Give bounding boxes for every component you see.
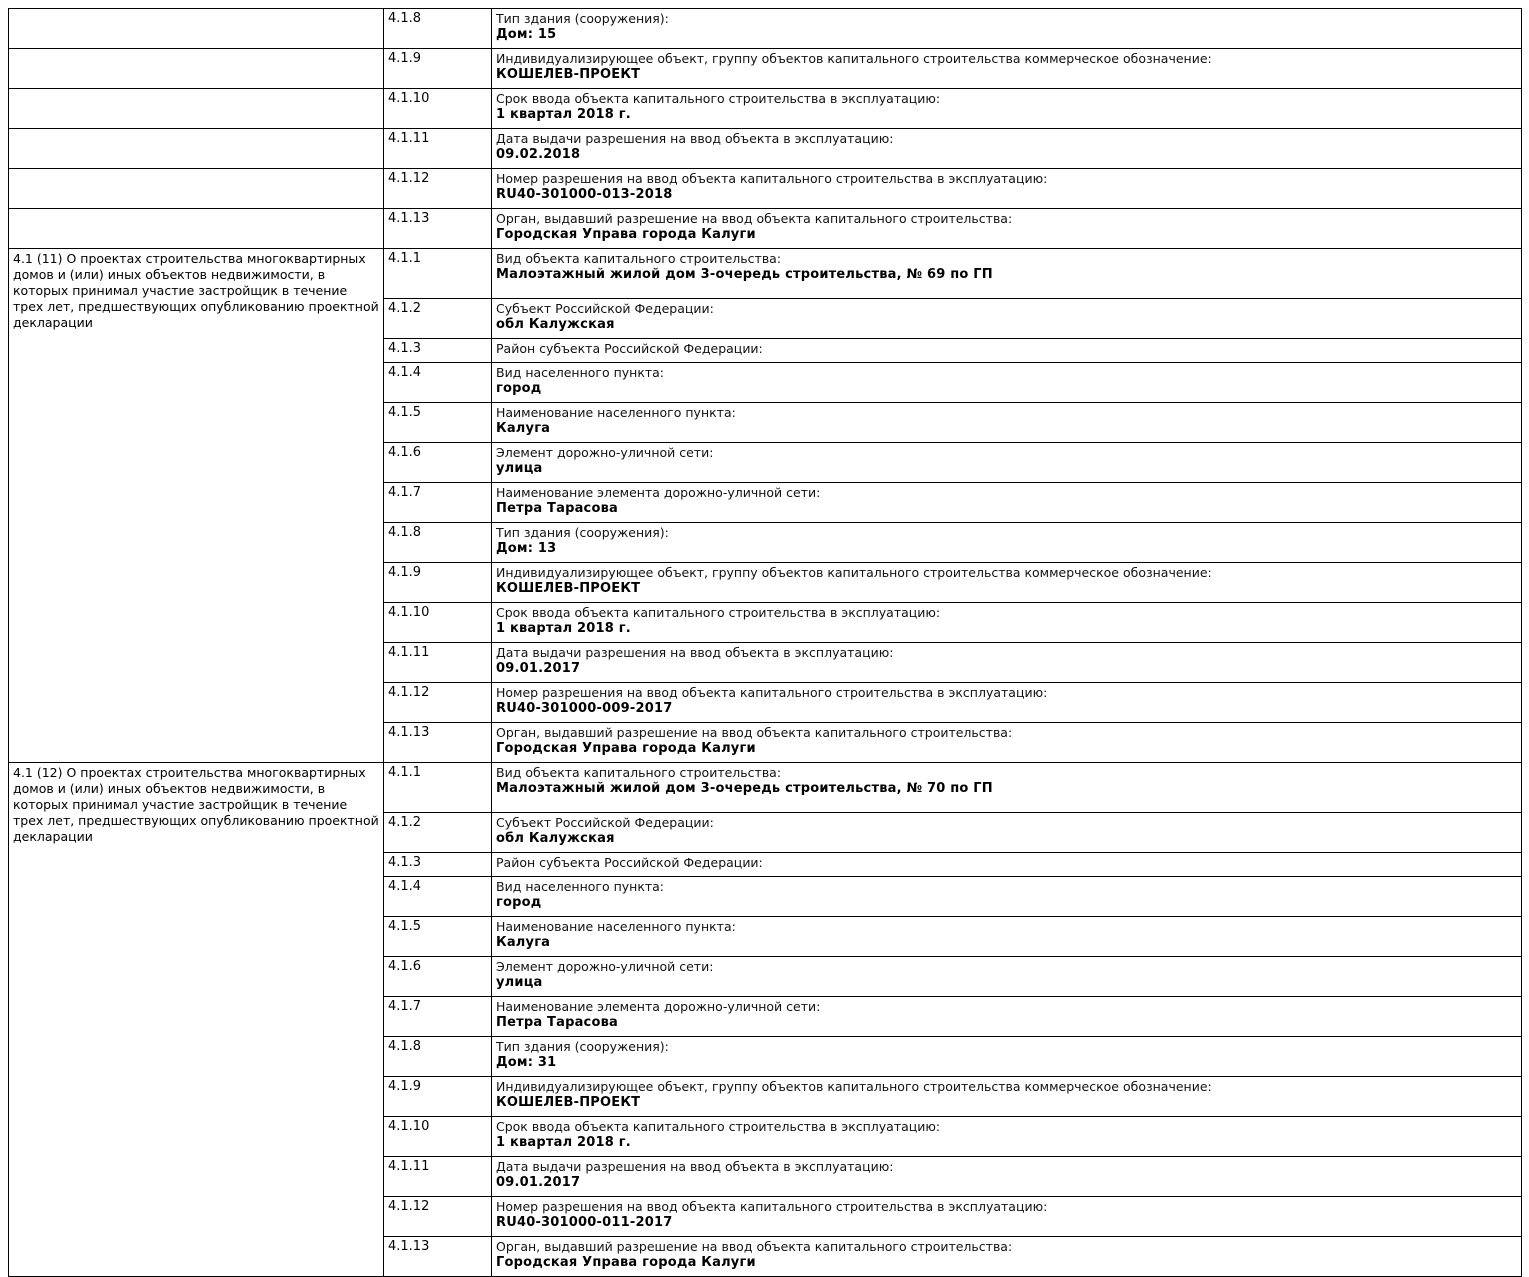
field-label: Наименование элемента дорожно-уличной сети: [496, 999, 821, 1014]
field-label: Район субъекта Российской Федерации: [496, 855, 763, 870]
value-cell [492, 917, 1522, 957]
code-cell: 4.1.9 [384, 49, 492, 89]
field-label: Наименование элемента дорожно-уличной сети: [496, 485, 821, 500]
code-cell: 4.1.10 [384, 89, 492, 129]
field-label: Номер разрешения на ввод объекта капитального строительства в эксплуатацию: [496, 171, 1048, 186]
field-label: Тип здания (сооружения): [496, 11, 669, 26]
section-cell [9, 89, 384, 129]
field-value: 09.01.2017 [496, 1175, 581, 1190]
value-cell [492, 169, 1522, 209]
code-cell: 4.1.3 [384, 339, 492, 363]
code-cell: 4.1.4 [384, 877, 492, 917]
section-cell [9, 49, 384, 89]
value-cell [492, 1157, 1522, 1197]
field-value: RU40-301000-013-2018 [496, 187, 673, 202]
value-cell [492, 813, 1522, 853]
value-cell [492, 443, 1522, 483]
code-cell: 4.1.10 [384, 603, 492, 643]
value-cell [492, 89, 1522, 129]
code-cell: 4.1.10 [384, 1117, 492, 1157]
value-cell [492, 603, 1522, 643]
value-cell [492, 1117, 1522, 1157]
value-cell [492, 683, 1522, 723]
value-cell [492, 339, 1522, 363]
field-label: Тип здания (сооружения): [496, 525, 669, 540]
field-value: 1 квартал 2018 г. [496, 1135, 631, 1150]
field-value: КОШЕЛЕВ-ПРОЕКТ [496, 581, 641, 596]
value-cell [492, 1037, 1522, 1077]
code-cell: 4.1.9 [384, 1077, 492, 1117]
table-row [9, 249, 1522, 299]
value-cell [492, 403, 1522, 443]
field-value: 09.01.2017 [496, 661, 581, 676]
field-value: город [496, 381, 542, 396]
field-value: Городская Управа города Калуги [496, 227, 756, 242]
field-label: Дата выдачи разрешения на ввод объекта в эксплуатацию: [496, 1159, 894, 1174]
field-label: Орган, выдавший разрешение на ввод объекта капитального строительства: [496, 1239, 1013, 1254]
field-value: Дом: 13 [496, 541, 557, 556]
field-label: Дата выдачи разрешения на ввод объекта в эксплуатацию: [496, 131, 894, 146]
value-cell [492, 723, 1522, 763]
field-label: Элемент дорожно-уличной сети: [496, 445, 714, 460]
field-label: Наименование населенного пункта: [496, 919, 736, 934]
field-value: Малоэтажный жилой дом 3-очередь строительства, № 70 по ГП [496, 781, 993, 796]
code-cell: 4.1.12 [384, 1197, 492, 1237]
field-label: Субъект Российской Федерации: [496, 815, 714, 830]
code-cell: 4.1.8 [384, 1037, 492, 1077]
section-cell [9, 129, 384, 169]
code-cell: 4.1.8 [384, 9, 492, 49]
field-value: город [496, 895, 542, 910]
section-cell [9, 169, 384, 209]
value-cell [492, 129, 1522, 169]
value-cell [492, 1077, 1522, 1117]
section-cell [9, 209, 384, 249]
value-cell [492, 877, 1522, 917]
field-label: Номер разрешения на ввод объекта капитального строительства в эксплуатацию: [496, 1199, 1048, 1214]
code-cell: 4.1.11 [384, 1157, 492, 1197]
field-label: Срок ввода объекта капитального строительства в эксплуатацию: [496, 91, 941, 106]
code-cell: 4.1.8 [384, 523, 492, 563]
field-label: Район субъекта Российской Федерации: [496, 341, 763, 356]
field-value: Дом: 15 [496, 27, 557, 42]
field-label: Элемент дорожно-уличной сети: [496, 959, 714, 974]
field-label: Вид населенного пункта: [496, 879, 665, 894]
code-cell: 4.1.9 [384, 563, 492, 603]
declaration-table [8, 8, 1522, 1277]
field-value: Петра Тарасова [496, 501, 618, 516]
section-title-4-1-12: 4.1 (12) О проектах строительства многоквартирных домов и (или) иных объектов недвижимости, в которых принимал участие застройщик в течение трех лет, предшествующих опубликованию проектной декларации [9, 763, 384, 1277]
code-cell: 4.1.7 [384, 483, 492, 523]
field-value: Петра Тарасова [496, 1015, 618, 1030]
table-row [9, 89, 1522, 129]
field-value: Калуга [496, 935, 551, 950]
value-cell [492, 209, 1522, 249]
code-cell: 4.1.5 [384, 403, 492, 443]
value-cell [492, 9, 1522, 49]
field-value: Малоэтажный жилой дом 3-очередь строительства, № 69 по ГП [496, 267, 993, 282]
field-value: обл Калужская [496, 831, 615, 846]
code-cell: 4.1.1 [384, 249, 492, 299]
table-row [9, 49, 1522, 89]
value-cell [492, 643, 1522, 683]
value-cell [492, 363, 1522, 403]
field-label: Тип здания (сооружения): [496, 1039, 669, 1054]
code-cell: 4.1.5 [384, 917, 492, 957]
value-cell [492, 523, 1522, 563]
code-cell: 4.1.6 [384, 957, 492, 997]
value-cell [492, 853, 1522, 877]
code-cell: 4.1.2 [384, 299, 492, 339]
field-value: Городская Управа города Калуги [496, 741, 756, 756]
value-cell [492, 249, 1522, 299]
field-label: Индивидуализирующее объект, группу объектов капитального строительства коммерческое обозначение: [496, 51, 1212, 66]
section-cell [9, 9, 384, 49]
field-value: обл Калужская [496, 317, 615, 332]
value-cell [492, 563, 1522, 603]
value-cell [492, 957, 1522, 997]
field-value: КОШЕЛЕВ-ПРОЕКТ [496, 1095, 641, 1110]
field-label: Вид населенного пункта: [496, 365, 665, 380]
field-label: Наименование населенного пункта: [496, 405, 736, 420]
code-cell: 4.1.1 [384, 763, 492, 813]
code-cell: 4.1.13 [384, 1237, 492, 1277]
field-label: Индивидуализирующее объект, группу объектов капитального строительства коммерческое обозначение: [496, 565, 1212, 580]
field-label: Номер разрешения на ввод объекта капитального строительства в эксплуатацию: [496, 685, 1048, 700]
field-label: Вид объекта капитального строительства: [496, 251, 782, 266]
value-cell [492, 483, 1522, 523]
field-value: Дом: 31 [496, 1055, 557, 1070]
section-title-4-1-11: 4.1 (11) О проектах строительства многоквартирных домов и (или) иных объектов недвижимости, в которых принимал участие застройщик в течение трех лет, предшествующих опубликованию проектной декларации [9, 249, 384, 763]
field-value: 1 квартал 2018 г. [496, 621, 631, 636]
code-cell: 4.1.11 [384, 129, 492, 169]
value-cell [492, 1237, 1522, 1277]
field-value: Городская Управа города Калуги [496, 1255, 756, 1270]
code-cell: 4.1.2 [384, 813, 492, 853]
field-value: 09.02.2018 [496, 147, 581, 162]
table-row [9, 9, 1522, 49]
code-cell: 4.1.3 [384, 853, 492, 877]
table-row [9, 169, 1522, 209]
field-label: Орган, выдавший разрешение на ввод объекта капитального строительства: [496, 211, 1013, 226]
field-label: Срок ввода объекта капитального строительства в эксплуатацию: [496, 605, 941, 620]
code-cell: 4.1.4 [384, 363, 492, 403]
code-cell: 4.1.12 [384, 683, 492, 723]
value-cell [492, 299, 1522, 339]
code-cell: 4.1.7 [384, 997, 492, 1037]
field-label: Вид объекта капитального строительства: [496, 765, 782, 780]
field-label: Срок ввода объекта капитального строительства в эксплуатацию: [496, 1119, 941, 1134]
field-value: 1 квартал 2018 г. [496, 107, 631, 122]
table-row [9, 129, 1522, 169]
value-cell [492, 1197, 1522, 1237]
field-value: КОШЕЛЕВ-ПРОЕКТ [496, 67, 641, 82]
table-row [9, 209, 1522, 249]
field-value: Калуга [496, 421, 551, 436]
value-cell [492, 49, 1522, 89]
code-cell: 4.1.12 [384, 169, 492, 209]
field-label: Субъект Российской Федерации: [496, 301, 714, 316]
field-label: Орган, выдавший разрешение на ввод объекта капитального строительства: [496, 725, 1013, 740]
code-cell: 4.1.6 [384, 443, 492, 483]
value-cell [492, 997, 1522, 1037]
value-cell [492, 763, 1522, 813]
field-label: Дата выдачи разрешения на ввод объекта в эксплуатацию: [496, 645, 894, 660]
code-cell: 4.1.13 [384, 723, 492, 763]
code-cell: 4.1.11 [384, 643, 492, 683]
table-row [9, 763, 1522, 813]
field-value: RU40-301000-009-2017 [496, 701, 673, 716]
field-value: улица [496, 975, 543, 990]
field-value: RU40-301000-011-2017 [496, 1215, 673, 1230]
code-cell: 4.1.13 [384, 209, 492, 249]
field-label: Индивидуализирующее объект, группу объектов капитального строительства коммерческое обозначение: [496, 1079, 1212, 1094]
field-value: улица [496, 461, 543, 476]
